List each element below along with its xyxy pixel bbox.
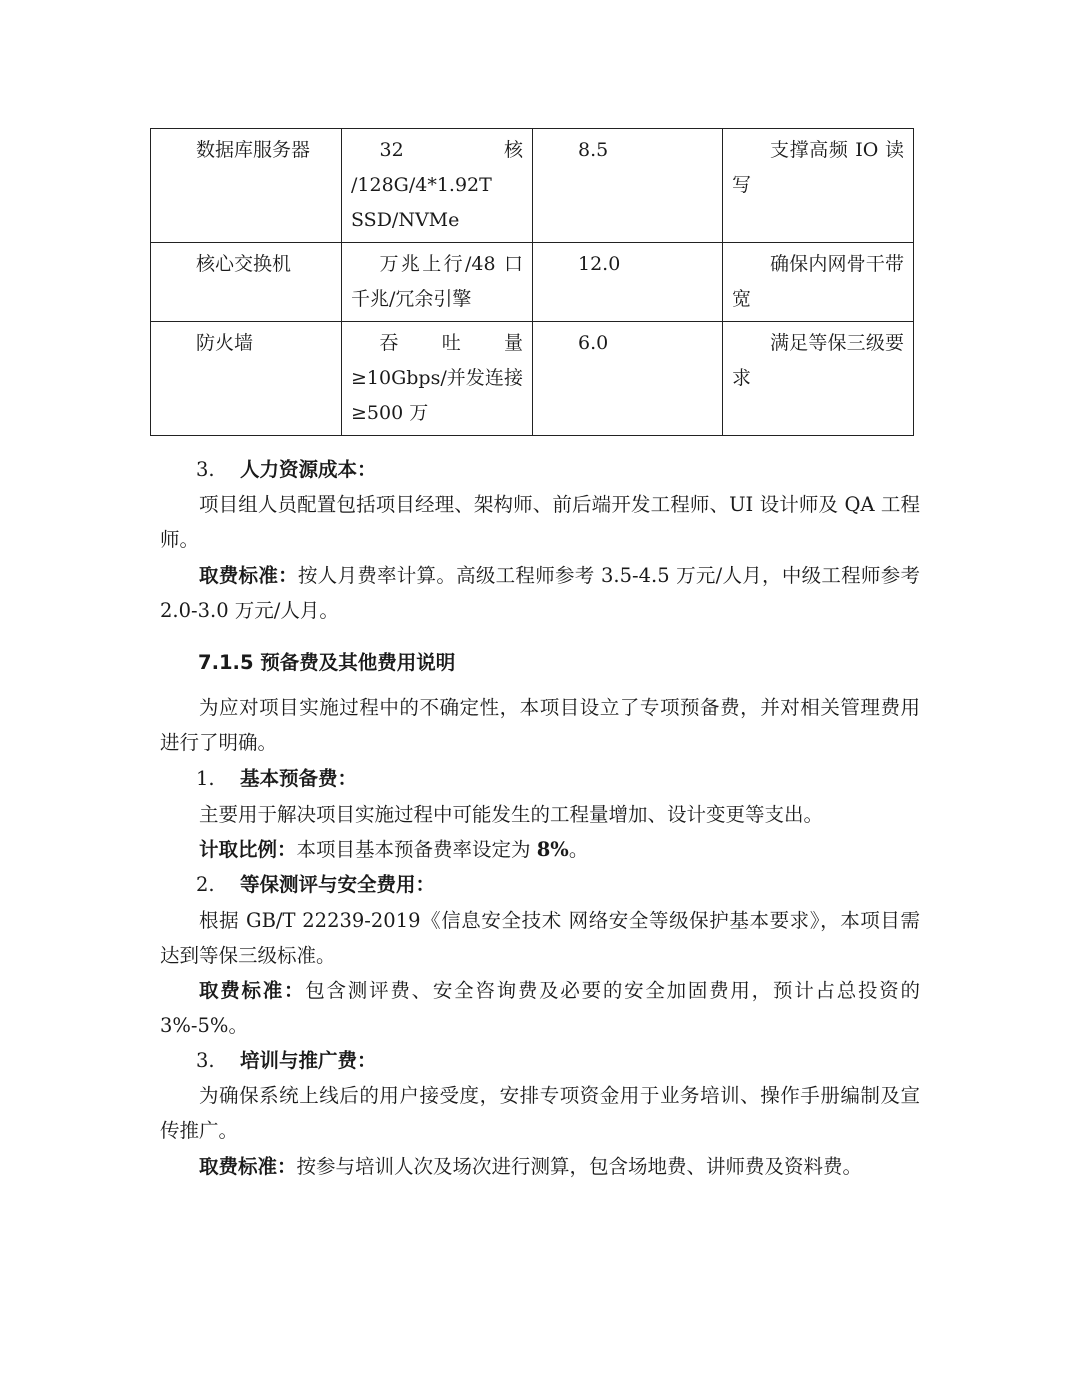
table-row: [151, 243, 914, 322]
standard-label: 取费标准：: [199, 1155, 297, 1178]
equipment-spec: 吞 吐 量 ≥10Gbps/并发连接≥500 万: [342, 322, 533, 436]
standard-label: 取费标准：: [199, 979, 306, 1002]
list-item: [160, 1043, 956, 1078]
standard-text: 包含测评费、安全咨询费及必要的安全加固费用，预计占总投资的 3%-5%。: [160, 979, 920, 1037]
item-standard: [160, 973, 920, 1043]
list-number: 3.: [196, 1049, 215, 1072]
item-description: 为确保系统上线后的用户接受度，安排专项资金用于业务培训、操作手册编制及宣传推广。: [160, 1084, 920, 1142]
standard-label: 计取比例：: [199, 838, 297, 861]
standard-rate: 8%: [536, 838, 569, 861]
list-title: 培训与推广费：: [240, 1049, 377, 1072]
standard-text-end: 。: [568, 838, 589, 861]
equipment-note: 确保内网骨干带宽: [723, 243, 914, 322]
list-item: [160, 761, 956, 796]
list-title: 人力资源成本：: [240, 458, 377, 481]
equipment-table: [150, 128, 914, 436]
standard-text: 按人月费率计算。高级工程师参考 3.5-4.5 万元/人月，中级工程师参考 2.0-3.0 万元/人月。: [160, 564, 920, 622]
equipment-spec: 万兆上行/48 口千兆/冗余引擎: [342, 243, 533, 322]
equipment-name: 核心交换机: [151, 243, 342, 322]
list-item: [160, 867, 956, 902]
item-standard: [160, 1149, 920, 1184]
equipment-name: 防火墙: [151, 322, 342, 436]
standard-text: 本项目基本预备费率设定为: [296, 838, 537, 861]
equipment-note: 支撑高频 IO 读写: [723, 129, 914, 243]
equipment-name: 数据库服务器: [151, 129, 342, 243]
hr-standard: [160, 558, 920, 628]
item-standard: [160, 832, 920, 867]
equipment-spec: 32 核 /128G/4*1.92T SSD/NVMe: [342, 129, 533, 243]
standard-label: 取费标准：: [199, 564, 298, 587]
item-description: 根据 GB/T 22239-2019《信息安全技术 网络安全等级保护基本要求》，本项目需达到等保三级标准。: [160, 909, 920, 967]
list-title: 等保测评与安全费用：: [240, 873, 436, 896]
list-item-hr: [160, 452, 956, 487]
list-number: 1.: [196, 767, 215, 790]
item-description: 主要用于解决项目实施过程中可能发生的工程量增加、设计变更等支出。: [199, 803, 824, 826]
list-number: 2.: [196, 873, 215, 896]
equipment-price: 8.5: [533, 129, 723, 243]
table-row: [151, 129, 914, 243]
hr-description: 项目组人员配置包括项目经理、架构师、前后端开发工程师、UI 设计师及 QA 工程师。: [160, 493, 920, 551]
list-title: 基本预备费：: [240, 767, 358, 790]
section-intro: 为应对项目实施过程中的不确定性，本项目设立了专项预备费，并对相关管理费用进行了明确。: [160, 696, 920, 754]
equipment-price: 6.0: [533, 322, 723, 436]
equipment-price: 12.0: [533, 243, 723, 322]
standard-text: 按参与培训人次及场次进行测算，包含场地费、讲师费及资料费。: [296, 1155, 863, 1178]
table-row: [151, 322, 914, 436]
list-number: 3.: [196, 458, 215, 481]
equipment-note: 满足等保三级要求: [723, 322, 914, 436]
section-heading: 7.1.5 预备费及其他费用说明: [198, 651, 456, 674]
